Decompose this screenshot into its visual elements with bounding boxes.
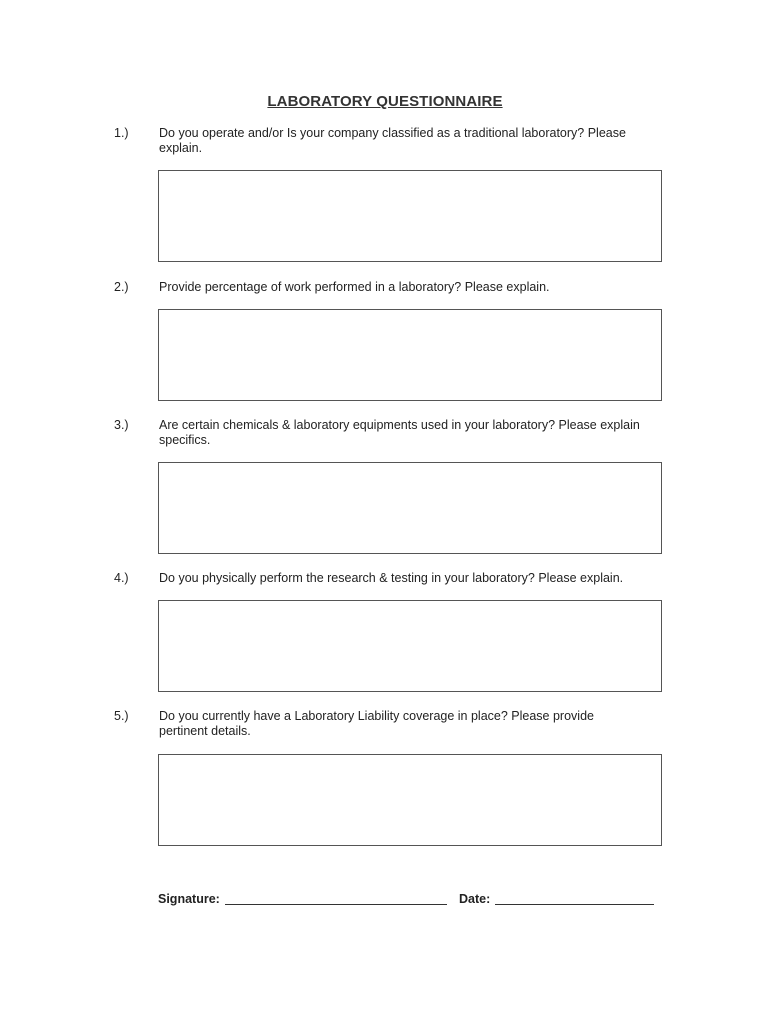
question-number-2: 2.) (114, 280, 129, 294)
question-number-1: 1.) (114, 126, 129, 140)
question-number-4: 4.) (114, 571, 129, 585)
answer-box-1[interactable] (158, 170, 662, 262)
question-text-3: Are certain chemicals & laboratory equipments used in your laboratory? Please explain specifics. (159, 418, 640, 447)
answer-box-5[interactable] (158, 754, 662, 846)
date-label: Date: (459, 892, 491, 906)
question-number-5: 5.) (114, 709, 129, 723)
question-text-5: Do you currently have a Laboratory Liability coverage in place? Please provide pertinent details. (159, 709, 594, 738)
signature-label: Signature: (158, 892, 220, 906)
question-text-1: Do you operate and/or Is your company classified as a traditional laboratory? Please explain. (159, 126, 626, 155)
question-text-2: Provide percentage of work performed in a laboratory? Please explain. (159, 280, 550, 294)
answer-box-2[interactable] (158, 309, 662, 401)
signature-field[interactable] (225, 890, 447, 905)
answer-box-4[interactable] (158, 600, 662, 692)
question-number-3: 3.) (114, 418, 129, 432)
answer-box-3[interactable] (158, 462, 662, 554)
question-text-4: Do you physically perform the research & testing in your laboratory? Please explain. (159, 571, 624, 585)
date-field[interactable] (495, 890, 654, 905)
page-title: LABORATORY QUESTIONNAIRE (267, 93, 503, 110)
